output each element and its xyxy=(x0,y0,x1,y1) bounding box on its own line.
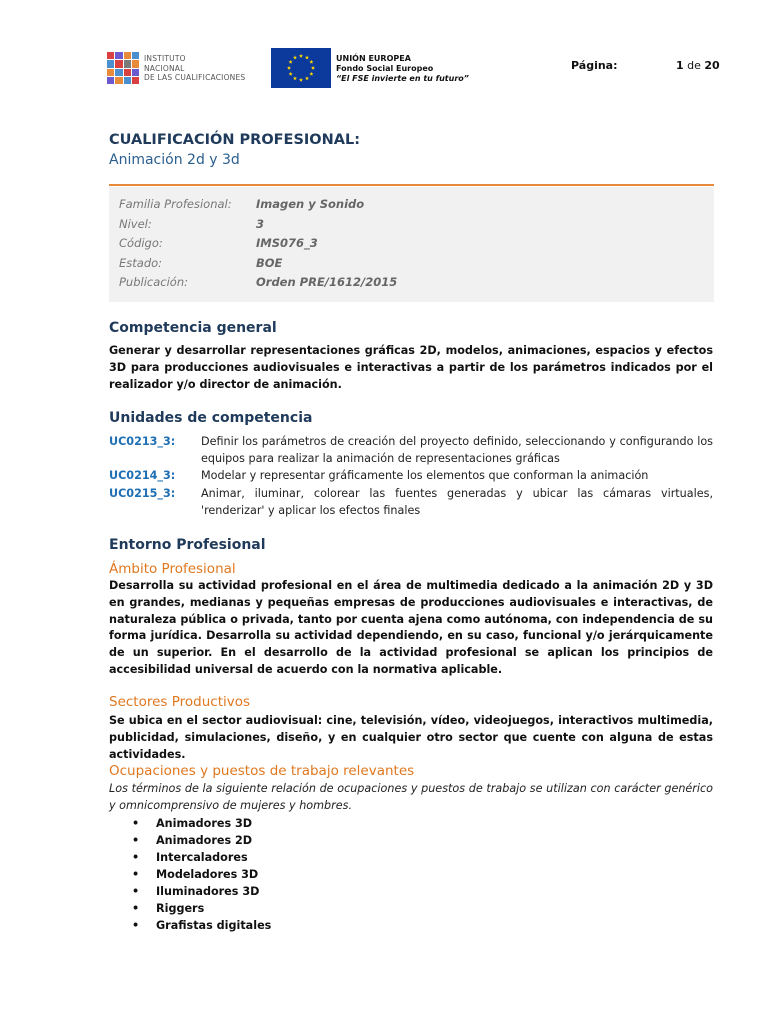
info-value: BOE xyxy=(256,256,283,270)
competencia-heading: Competencia general xyxy=(109,320,277,336)
list-item: • Grafistas digitales xyxy=(132,919,272,932)
uc-description: Definir los parámetros de creación del proyecto definido, seleccionando y configurando los equipos para realizar la animación de representaciones gráficas xyxy=(201,435,713,465)
info-label: Código: xyxy=(119,236,163,250)
info-value: 3 xyxy=(256,217,265,231)
bullet-icon: • xyxy=(132,868,140,881)
entorno-heading: Entorno Profesional xyxy=(109,537,266,553)
uc-code: UC0215_3: xyxy=(109,487,176,500)
bullet-icon: • xyxy=(132,919,140,932)
unidades-heading: Unidades de competencia xyxy=(109,410,313,426)
list-item: • Animadores 3D xyxy=(132,817,253,830)
uc-description: Modelar y representar gráficamente los elementos que conforman la animación xyxy=(201,469,649,482)
info-label: Nivel: xyxy=(119,217,152,231)
ocupaciones-intro: Los términos de la siguiente relación de ocupaciones y puestos de trabajo se utilizan con carácter genérico y omnicomprensivo de mujeres y hombres. xyxy=(109,782,713,812)
info-value: Orden PRE/1612/2015 xyxy=(256,275,398,289)
info-box xyxy=(109,187,714,302)
page-label: Página: xyxy=(571,59,618,72)
institute-logo xyxy=(107,50,247,86)
bullet-icon: • xyxy=(132,851,140,864)
info-value: Imagen y Sonido xyxy=(256,197,365,211)
info-value: IMS076_3 xyxy=(256,236,318,250)
list-item: • Riggers xyxy=(132,902,205,915)
ambito-heading: Ámbito Profesional xyxy=(109,561,236,577)
bullet-icon: • xyxy=(132,834,140,847)
competencia-text: Generar y desarrollar representaciones gráficas 2D, modelos, animaciones, espacios y efectos 3D para producciones audiovisuales e interactivas a partir de los parámetros indicados por el realizador y/o director de animación. xyxy=(109,344,713,391)
ocupaciones-heading: Ocupaciones y puestos de trabajo relevantes xyxy=(109,763,415,779)
page-subtitle: Animación 2d y 3d xyxy=(109,152,240,168)
uc-code: UC0214_3: xyxy=(109,469,176,482)
list-item: • Animadores 2D xyxy=(132,834,253,847)
uc-code: UC0213_3: xyxy=(109,435,176,448)
uc-description: Animar, iluminar, colorear las fuentes generadas y ubicar las cámaras virtuales, 'renderizar' y aplicar los efectos finales xyxy=(201,487,713,517)
info-label: Publicación: xyxy=(119,275,188,289)
bullet-icon: • xyxy=(132,902,140,915)
page-number: 1 de 20 xyxy=(676,59,720,72)
list-item: • Iluminadores 3D xyxy=(132,885,260,898)
ocupaciones-list xyxy=(130,815,271,934)
title-divider xyxy=(109,184,714,186)
sectores-heading: Sectores Productivos xyxy=(109,694,251,710)
list-item: • Intercaladores xyxy=(132,851,248,864)
page-title: CUALIFICACIÓN PROFESIONAL: xyxy=(109,132,361,148)
info-label: Estado: xyxy=(119,256,163,270)
eu-flag-icon xyxy=(271,48,331,88)
institute-logo-grid-icon xyxy=(107,52,139,84)
bullet-icon: • xyxy=(132,885,140,898)
ambito-text: Desarrolla su actividad profesional en el área de multimedia dedicado a la animación 2D y 3D en grandes, medianas y pequeñas empresas de producciones audiovisuales e interactivas, de naturaleza pública o privada, tanto por cuenta ajena como autónoma, con independencia de su forma jurídica. Desarrolla su actividad dependiendo, en su caso, funcional y/o jerárquicamente de un superior. En el desarrollo de la actividad profesional se aplican los principios de accesibilidad universal de acuerdo con la normativa aplicable. xyxy=(109,579,713,676)
institute-name: INSTITUTO NACIONAL DE LAS CUALIFICACIONES xyxy=(144,54,246,82)
eu-fund-text: UNIÓN EUROPEA Fondo Social Europeo “El FSE invierte en tu futuro” xyxy=(336,54,469,83)
bullet-icon: • xyxy=(132,817,140,830)
sectores-text: Se ubica en el sector audiovisual: cine, televisión, vídeo, videojuegos, interactivos multimedia, publicidad, simulaciones, diseño, y en cualquier otro sector que cuente con alguna de estas actividades. xyxy=(109,714,713,761)
info-label: Familia Profesional: xyxy=(119,197,232,211)
list-item: • Modeladores 3D xyxy=(132,868,259,881)
